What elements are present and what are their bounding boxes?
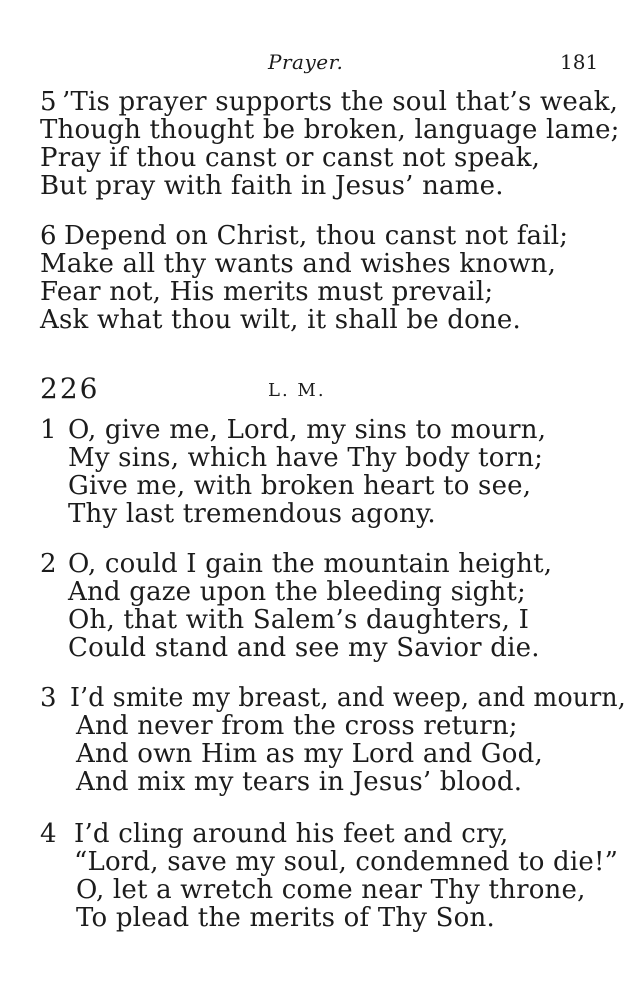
stanza-line: To plead the merits of Thy Son. [76, 903, 495, 933]
stanza-line: Pray if thou canst or canst not speak, [40, 143, 541, 173]
stanza-line: And mix my tears in Jesus’ blood. [76, 767, 523, 797]
stanza-line: I’d smite my breast, and weep, and mourn, [70, 683, 626, 713]
stanza-number: 1 [40, 415, 57, 445]
stanza-line: O, could I gain the mountain height, [68, 549, 553, 579]
hymn-number: 226 [40, 372, 100, 405]
stanza-line: O, give me, Lord, my sins to mourn, [68, 415, 547, 445]
stanza-number: 4 [40, 819, 57, 849]
stanza-number: 5 [40, 87, 57, 117]
stanza-number: 2 [40, 549, 57, 579]
page-number: 181 [560, 50, 599, 74]
stanza-line: Could stand and see my Savior die. [68, 633, 540, 663]
stanza-line: Give me, with broken heart to see, [68, 471, 532, 501]
stanza-line: Oh, that with Salem’s daughters, I [68, 605, 530, 635]
hymn-meter: L. M. [268, 380, 326, 401]
stanza-line: O, let a wretch come near Thy throne, [76, 875, 586, 905]
stanza-line: I’d cling around his feet and cry, [74, 819, 509, 849]
stanza-line: “Lord, save my soul, condemned to die!” [74, 847, 619, 877]
stanza-line: Thy last tremendous agony. [68, 499, 436, 529]
stanza-line: Fear not, His merits must prevail; [40, 277, 494, 307]
stanza-line: Depend on Christ, thou canst not fail; [64, 221, 569, 251]
stanza-line: And never from the cross return; [76, 711, 518, 741]
stanza-number: 6 [40, 221, 57, 251]
stanza-line: Though thought be broken, language lame; [40, 115, 620, 145]
stanza-line: My sins, which have Thy body torn; [68, 443, 544, 473]
stanza-line: ’Tis prayer supports the soul that’s weak, [62, 87, 619, 117]
stanza-line: Ask what thou wilt, it shall be done. [40, 305, 521, 335]
stanza-line: Make all thy wants and wishes known, [40, 249, 557, 279]
stanza-line: But pray with faith in Jesus’ name. [40, 171, 504, 201]
running-title: Prayer. [268, 50, 344, 74]
stanza-number: 3 [40, 683, 57, 713]
stanza-line: And gaze upon the bleeding sight; [68, 577, 527, 607]
stanza-line: And own Him as my Lord and God, [76, 739, 543, 769]
